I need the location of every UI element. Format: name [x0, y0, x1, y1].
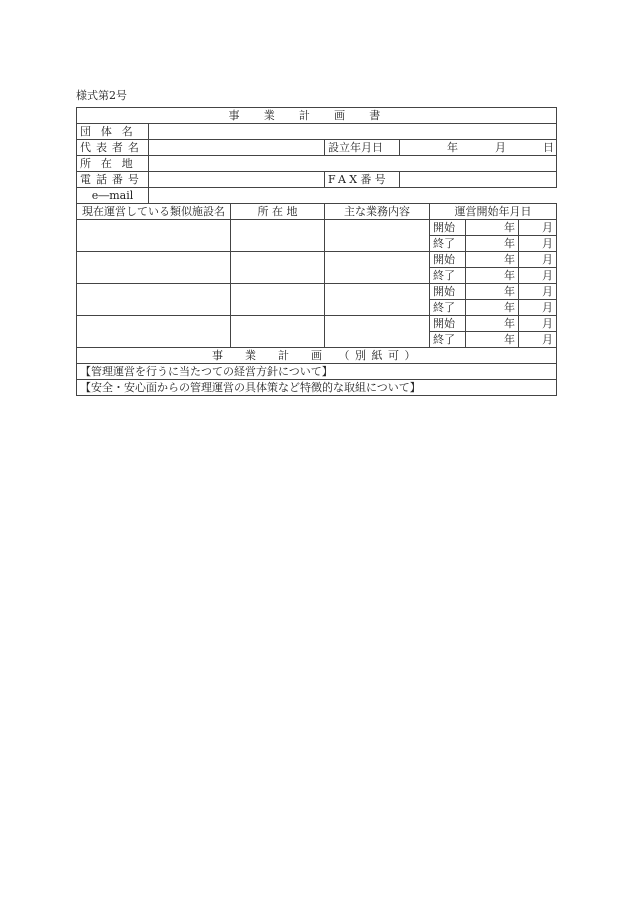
year-unit: 年 [447, 141, 458, 154]
email-field[interactable] [149, 188, 557, 204]
management-policy-heading: 【管理運営を行うに当たつての経営方針について】 [80, 365, 333, 378]
facility-business-cell[interactable] [325, 284, 430, 316]
established-label: 設立年月日 [325, 140, 400, 156]
year-unit: 年 [466, 332, 519, 348]
facility-business-cell[interactable] [325, 252, 430, 284]
representative-label: 代表者名 [77, 140, 149, 156]
facility-location-cell[interactable] [231, 284, 325, 316]
facility-location-cell[interactable] [231, 316, 325, 348]
year-unit: 年 [466, 268, 519, 284]
phone-field[interactable] [149, 172, 325, 188]
facility-location-cell[interactable] [231, 252, 325, 284]
fax-field[interactable] [400, 172, 557, 188]
start-label: 開始 [430, 252, 466, 268]
month-unit: 月 [519, 300, 557, 316]
end-label: 終了 [430, 332, 466, 348]
email-label: e―mail [77, 188, 149, 204]
end-label: 終了 [430, 300, 466, 316]
month-unit: 月 [519, 268, 557, 284]
management-policy-section[interactable] [77, 364, 557, 380]
month-unit: 月 [519, 252, 557, 268]
group-name-label: 団体名 [77, 124, 149, 140]
month-unit: 月 [519, 220, 557, 236]
business-header: 主な業務内容 [325, 204, 430, 220]
start-label: 開始 [430, 316, 466, 332]
year-unit: 年 [466, 236, 519, 252]
start-label: 開始 [430, 220, 466, 236]
safety-measures-heading: 【安全・安心面からの管理運営の具体策など特徴的な取組について】 [80, 381, 421, 394]
day-unit: 日 [543, 141, 554, 154]
month-unit: 月 [495, 141, 506, 154]
start-label: 開始 [430, 284, 466, 300]
facility-name-cell[interactable] [77, 316, 231, 348]
location-header: 所 在 地 [231, 204, 325, 220]
month-unit: 月 [519, 284, 557, 300]
month-unit: 月 [519, 236, 557, 252]
form-title: 事業計画書 [77, 108, 557, 124]
business-plan-form [76, 107, 557, 396]
group-name-field[interactable] [149, 124, 557, 140]
facility-business-cell[interactable] [325, 220, 430, 252]
year-unit: 年 [466, 252, 519, 268]
end-label: 終了 [430, 268, 466, 284]
month-unit: 月 [519, 316, 557, 332]
phone-label: 電話番号 [77, 172, 149, 188]
year-unit: 年 [466, 300, 519, 316]
facility-name-cell[interactable] [77, 220, 231, 252]
month-unit: 月 [519, 332, 557, 348]
year-unit: 年 [466, 316, 519, 332]
form-number: 様式第2号 [76, 89, 127, 102]
facility-business-cell[interactable] [325, 316, 430, 348]
address-label: 所在地 [77, 156, 149, 172]
year-unit: 年 [466, 284, 519, 300]
fax-label: FAX番号 [325, 172, 400, 188]
plan-header: 事 業 計 画 （別紙可） [77, 348, 557, 364]
facility-name-cell[interactable] [77, 252, 231, 284]
facility-name-cell[interactable] [77, 284, 231, 316]
start-date-header: 運営開始年月日 [430, 204, 557, 220]
end-label: 終了 [430, 236, 466, 252]
year-unit: 年 [466, 220, 519, 236]
facility-location-cell[interactable] [231, 220, 325, 252]
safety-measures-section[interactable] [77, 380, 557, 396]
established-date-field[interactable] [400, 140, 557, 156]
facility-header: 現在運営している類似施設名 [77, 204, 231, 220]
representative-field[interactable] [149, 140, 325, 156]
address-field[interactable] [149, 156, 557, 172]
